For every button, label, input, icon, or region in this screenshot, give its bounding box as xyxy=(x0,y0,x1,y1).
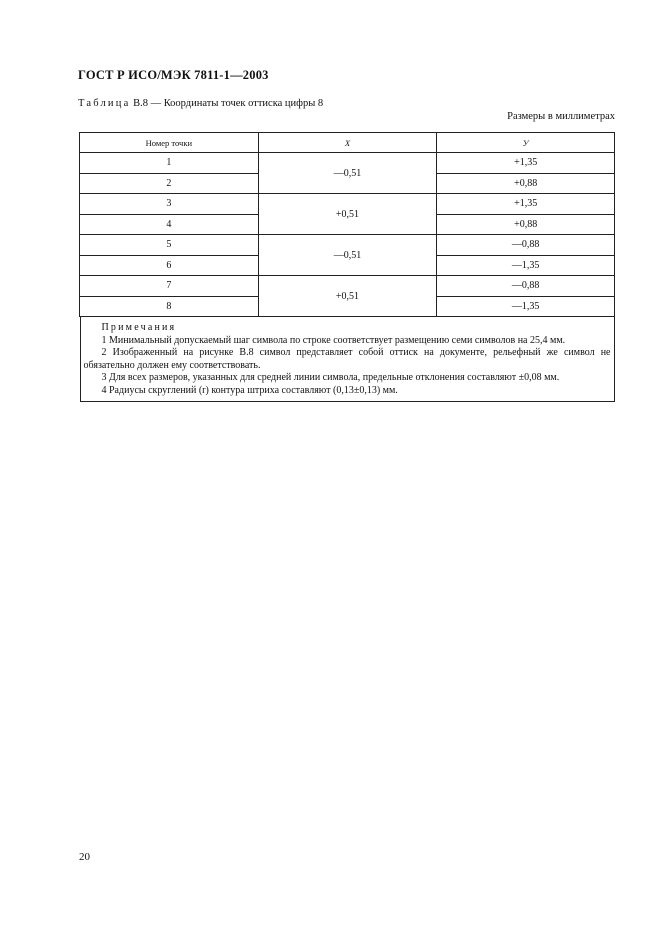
notes-block xyxy=(80,317,615,402)
y-cell: +0,88 xyxy=(437,214,615,235)
notes-cell xyxy=(80,317,615,403)
point-cell: 6 xyxy=(80,255,259,276)
y-cell: +1,35 xyxy=(437,153,615,174)
document-header: ГОСТ Р ИСО/МЭК 7811-1—2003 xyxy=(78,68,269,82)
point-cell: 7 xyxy=(80,276,259,297)
point-cell: 1 xyxy=(80,153,259,174)
y-cell: —1,35 xyxy=(437,255,615,276)
coordinates-table xyxy=(79,132,615,402)
table-row xyxy=(80,194,615,215)
page-number: 20 xyxy=(79,851,90,863)
notes-row xyxy=(80,317,615,403)
point-cell: 8 xyxy=(80,296,259,317)
x-cell: +0,51 xyxy=(258,276,437,317)
table-caption-text: — Координаты точек оттиска цифры 8 xyxy=(147,98,324,109)
table-row xyxy=(80,235,615,256)
note-item: 3 Для всех размеров, указанных для средней линии символа, предельные отклонения составляют ±0,08 мм. xyxy=(101,372,560,383)
table-caption-number: B.8 xyxy=(133,98,148,109)
x-cell: —0,51 xyxy=(258,153,437,194)
table-row xyxy=(80,276,615,297)
y-cell: —0,88 xyxy=(437,235,615,256)
table-caption xyxy=(78,98,323,109)
y-cell: —0,88 xyxy=(437,276,615,297)
x-cell: +0,51 xyxy=(258,194,437,235)
notes-title: Примечания xyxy=(101,322,177,333)
y-cell: —1,35 xyxy=(437,296,615,317)
header-x: X xyxy=(258,133,437,153)
x-cell: —0,51 xyxy=(258,235,437,276)
point-cell: 4 xyxy=(80,214,259,235)
y-cell: +1,35 xyxy=(437,194,615,215)
note-item: 1 Минимальный допускаемый шаг символа по строке соответствует размещению семи символов на 25,4 мм. xyxy=(101,334,566,346)
note-item: 2 Изображенный на рисунке В.8 символ представляет собой оттиск на документе, рельефный же символ не обязательно должен ему соответствовать. xyxy=(83,347,611,371)
header-y: У xyxy=(437,133,615,153)
table-caption-label: Таблица xyxy=(78,98,131,109)
point-cell: 3 xyxy=(80,194,259,215)
note-item: 4 Радиусы скруглений (r) контура штриха составляют (0,13±0,13) мм. xyxy=(101,384,398,396)
header-point-number: Номер точки xyxy=(80,133,259,153)
units-note: Размеры в миллиметрах xyxy=(507,111,615,122)
point-cell: 2 xyxy=(80,173,259,194)
point-cell: 5 xyxy=(80,235,259,256)
y-cell: +0,88 xyxy=(437,173,615,194)
table-header-row xyxy=(80,133,615,153)
table-row xyxy=(80,153,615,174)
